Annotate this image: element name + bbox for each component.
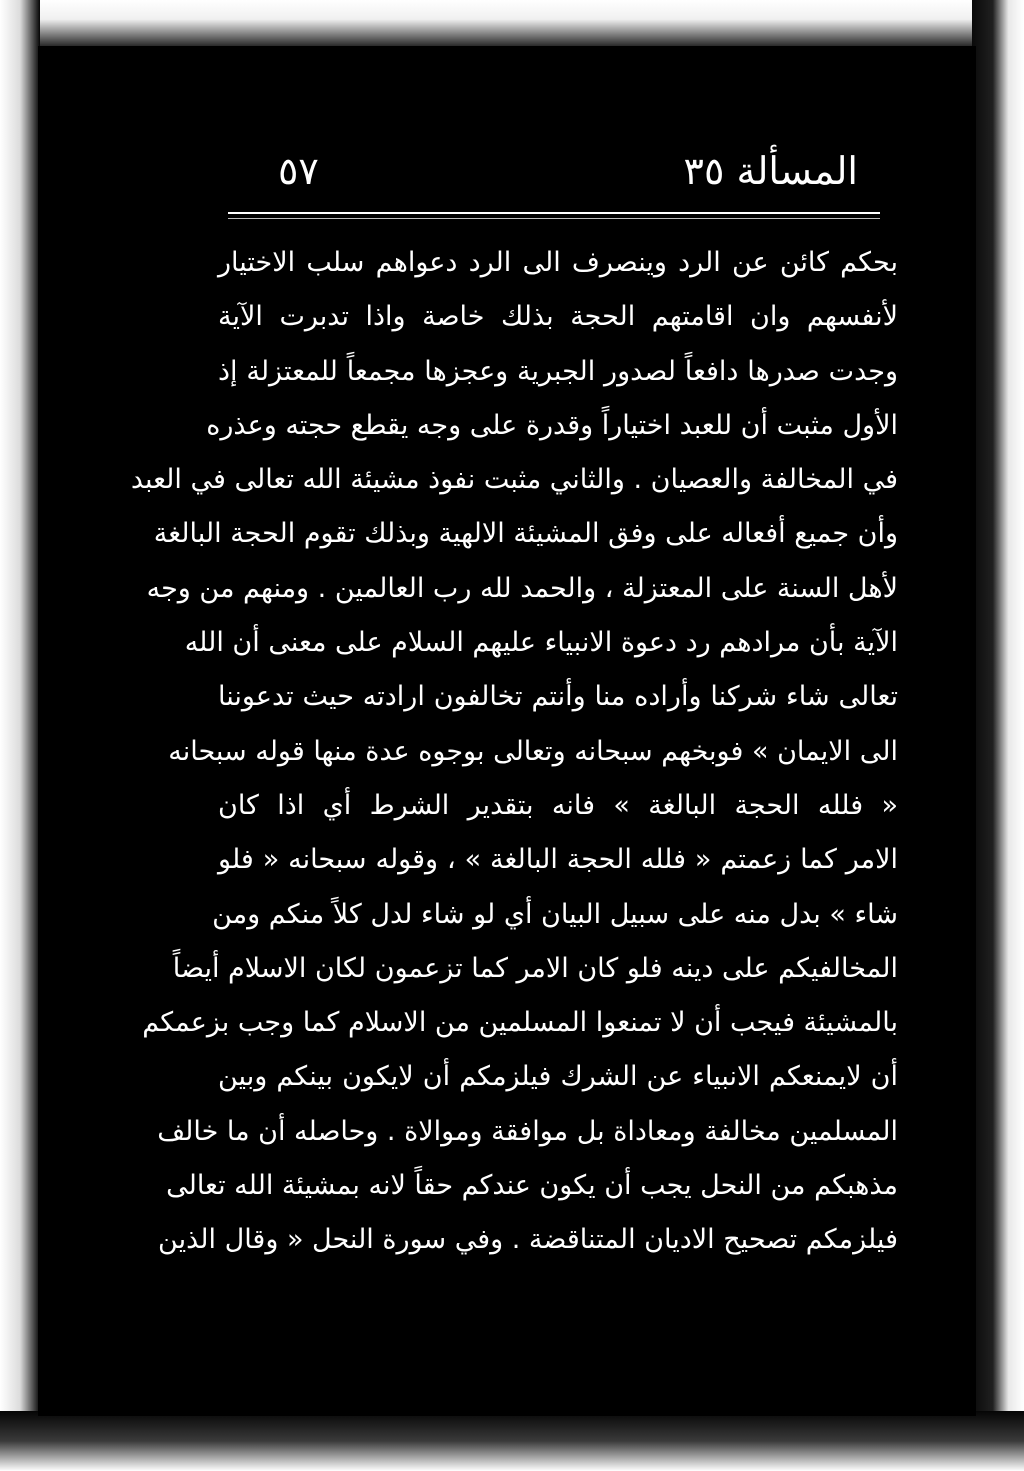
- text-line: بحكم كائن عن الرد وينصرف الى الرد دعواهم سلب الاختيار: [218, 247, 898, 278]
- text-line: الآية بأن مرادهم رد دعوة الانبياء عليهم السلام على معنى أن الله: [184, 627, 898, 659]
- scan-edge-right: [972, 0, 1024, 1471]
- text-line: تعالى شاء شركنا وأراده منا وأنتم تخالفون ارادته حيث تدعوننا: [218, 681, 898, 713]
- text-line: المسلمين مخالفة ومعاداة بل موافقة وموالاة . وحاصله أن ما خالف: [157, 1115, 898, 1147]
- text-line: « فلله الحجة البالغة » فانه بتقدير الشرط أي اذا كان: [218, 789, 898, 821]
- text-line: الأول مثبت أن للعبد اختياراً وقدرة على وجه يقطع حجته وعذره: [206, 409, 898, 441]
- text-line: في المخالفة والعصيان . والثاني مثبت نفوذ مشيئة الله تعالى في العبد: [130, 464, 898, 496]
- text-line: مذهبكم من النحل يجب أن يكون عندكم حقاً لانه بمشيئة الله تعالى: [166, 1170, 898, 1202]
- text-line: وجدت صدرها دافعاً لصدور الجبرية وعجزها مجمعاً للمعتزلة إذ: [218, 355, 898, 387]
- scan-edge-top: [0, 0, 1024, 48]
- text-line: الامر كما زعمتم « فلله الحجة البالغة » ، وقوله سبحانه « فلو: [218, 844, 898, 876]
- text-line: شاء » بدل منه على سبيل البيان أي لو شاء لدل كلاً منكم ومن: [212, 898, 898, 930]
- book-page: [38, 46, 976, 1416]
- header-rule-thin: [228, 218, 880, 219]
- text-line: لأهل السنة على المعتزلة ، والحمد لله رب العالمين . ومنهم من وجه: [146, 572, 898, 604]
- running-title: المسألة ٣٥: [683, 149, 858, 193]
- page-header: [218, 141, 858, 211]
- header-rule: [228, 212, 880, 214]
- body-text: [130, 236, 898, 1268]
- text-line: الى الايمان » فوبخهم سبحانه وتعالى بوجوه عدة منها قوله سبحانه: [168, 735, 898, 767]
- text-line: أن لايمنعكم الانبياء عن الشرك فيلزمكم أن لايكون بينكم وبين: [218, 1061, 898, 1093]
- text-line: المخالفيكم على دينه فلو كان الامر كما تزعمون لكان الاسلام أيضاً: [172, 952, 898, 984]
- scan-edge-left: [0, 0, 40, 1471]
- page-number: ٥٧: [278, 149, 319, 193]
- text-line: لأنفسهم وان اقامتهم الحجة بذلك خاصة واذا تدبرت الآية: [218, 301, 898, 333]
- text-line: وأن جميع أفعاله على وفق المشيئة الالهية وبذلك تقوم الحجة البالغة: [153, 518, 898, 550]
- text-line: فيلزمكم تصحيح الاديان المتناقضة . وفي سورة النحل « وقال الذين: [158, 1224, 898, 1256]
- text-line: بالمشيئة فيجب أن لا تمنعوا المسلمين من الاسلام كما وجب بزعمكم: [142, 1007, 898, 1039]
- scan-edge-bottom: [0, 1411, 1024, 1471]
